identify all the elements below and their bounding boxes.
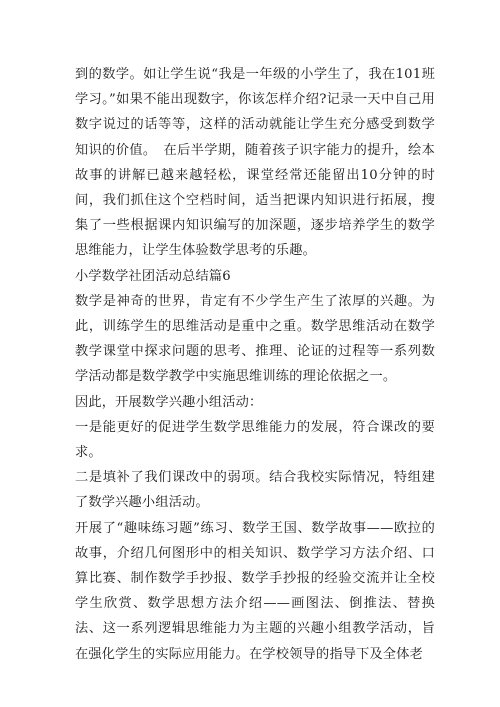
paragraph-therefore: 因此，开展数学兴趣小组活动： — [75, 394, 263, 410]
document-body — [75, 62, 435, 667]
paragraph-point-two: 二是填补了我们课改中的弱项。结合我校实际情况，特组建了数学兴趣小组活动。 — [75, 470, 435, 511]
paragraph-activities: 开展了“趣味练习题”练习、数学王国、数学故事——欧拉的故事，介绍几何图形中的相关知识、数学学习方法介绍、口算比赛、制作数学手抄报、数学手抄报的经验交流并让全校学生欣赏、数学思想方法介绍——画图法、倒推法、替换法、这一系列逻辑思维能力为主题的兴趣小组教学活动，旨在强化学生的实际应用能力。在学校领导的指导下及全体老 — [75, 520, 435, 662]
paragraph-continuation: 到的数学。如让学生说“我是一年级的小学生了，我在101班学习。”如果不能出现数字，你该怎样介绍?记录一天中自己用数字说过的话等等，这样的活动就能让学生充分感受到数学知识的价值。 在后半学期，随着孩子识字能力的提升，绘本故事的讲解已越来越轻松，课堂经常还能留出10分钟的时间，我们抓住这个空档时间，适当把课内知识进行拓展，搜集了一些根据课内知识编写的加深题，逐步培养学生的数学思维能力，让学生体验数学思考的乐趣。 — [75, 67, 435, 259]
section-heading: 小学数学社团活动总结篇6 — [75, 268, 231, 284]
paragraph-point-one: 一是能更好的促进学生数学思维能力的发展，符合课改的要求。 — [75, 419, 435, 461]
paragraph-intro: 数学是神奇的世界，肯定有不少学生产生了浓厚的兴趣。为此，训练学生的思维活动是重中之重。数学思维活动在数学教学课堂中探求问题的思考、推理、论证的过程等一系列数学活动都是数学教学中实施思维训练的理论依据之一。 — [75, 293, 435, 385]
